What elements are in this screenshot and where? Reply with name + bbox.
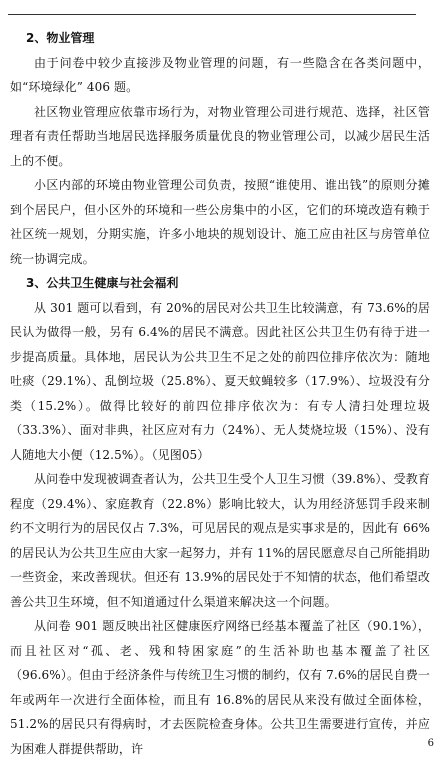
section-heading: 3、公共卫生健康与社会福利 [26, 276, 179, 290]
document-body [10, 26, 430, 761]
section-heading: 2、物业管理 [26, 31, 95, 45]
paragraph: 社区物业管理应依靠市场行为，对物业管理公司进行规范、选择，社区管理者有责任帮助当地居民选择服务质量优良的物业管理公司，以减少居民生活上的不便。 [10, 104, 430, 168]
paragraph: 由于问卷中较少直接涉及物业管理的问题，有一些隐含在各类问题中，如“环境绿化” 406 题。 [10, 55, 430, 94]
paragraph: 小区内部的环境由物业管理公司负责，按照“谁使用、谁出钱”的原则分摊到个居民户，但小区外的环境和一些公房集中的小区，它们的环境改造有赖于社区统一规划，分期实施，许多小地块的规划设计、施工应由社区与房管单位统一协调完成。 [10, 178, 430, 266]
section-public-health [10, 271, 430, 761]
page-number: 6 [427, 738, 434, 749]
paragraph: 从问卷 901 题反映出社区健康医疗网络已经基本覆盖了社区（90.1%），而且社区对“孤、老、残和特困家庭”的生活补助也基本覆盖了社区（96.6%）。但由于经济条件与传统卫生习惯的制约，仅有 7.6%的居民自费一年或两年一次进行全面体检，而且有 16.8%的居民从来没有做过全面体检，51.2%的居民只有得病时，才去医院检查身体。公共卫生需要进行宣传，并应为困难人群提供帮助，许 [10, 619, 430, 756]
paragraph: 从问卷中发现被调查者认为，公共卫生受个人卫生习惯（39.8%）、受教育程度（29.4%）、家庭教育（22.8%）影响比较大，认为用经济惩罚手段来制约不文明行为的居民仅占 7.3%，可见居民的观点是实事求是的，因此有 66%的居民认为公共卫生应由大家一起努力，并有 11%的居民愿意尽自己所能捐助一些资金，来改善现状。但还有 13.9%的居民处于不知情的状态，他们希望改善公共卫生环境，但不知道通过什么渠道来解决这一个问题。 [10, 472, 430, 609]
section-property-management [10, 26, 430, 271]
header-rule [8, 14, 416, 15]
paragraph: 从 301 题可以看到，有 20%的居民对公共卫生比较满意，有 73.6%的居民认为做得一般，另有 6.4%的居民不满意。因此社区公共卫生仍有待于进一步提高质量。具体地，居民认为公共卫生不足之处的前四位排序依次为：随地吐痰（29.1%）、乱倒垃圾（25.8%）、夏天蚊蝇较多（17.9%）、垃圾没有分类（15.2%）。做得比较好的前四位排序依次为：有专人清扫处理垃圾（33.3%）、面对非典，社区应对有力（24%）、无人焚烧垃圾（15%）、没有人随地大小便（12.5%）。（见图05） [10, 300, 430, 462]
